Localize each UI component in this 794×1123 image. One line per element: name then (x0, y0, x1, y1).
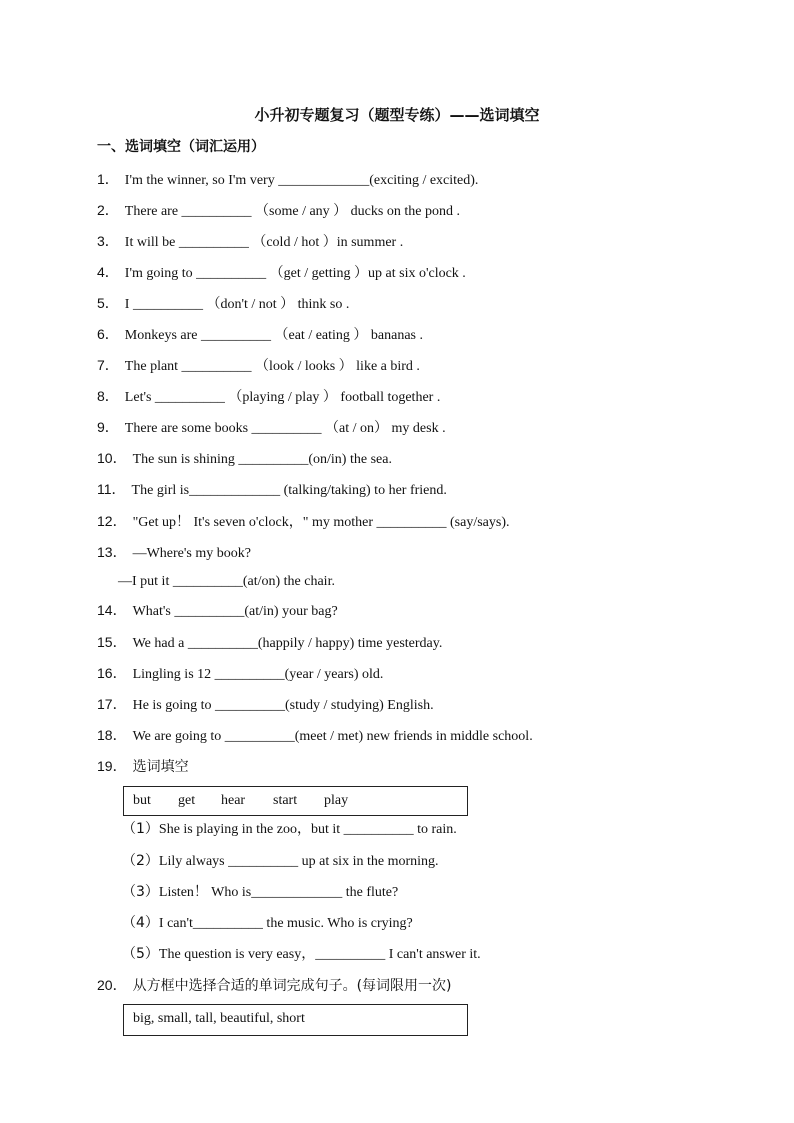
word-box-item: start (273, 793, 298, 808)
page-title: 小升初专题复习（题型专练）——选词填空 (254, 106, 540, 124)
question-2: 2． There are __________ （some / any ） ducks on the pond . (97, 202, 460, 219)
word-box-20 (123, 1004, 468, 1036)
question-19-2: （2）Lily always __________ up at six in the morning. (122, 853, 439, 869)
word-box-list: big, small, tall, beautiful, short (133, 1011, 305, 1026)
question-7: 7． The plant __________ （look / looks ） like a bird . (97, 357, 420, 374)
question-12: 12． "Get up！ It's seven o'clock，" my mother __________ (say/says). (97, 513, 510, 530)
question-20: 20． 从方框中选择合适的单词完成句子。(每词限用一次) (97, 977, 452, 994)
question-3: 3． It will be __________ （cold / hot ）in summer . (97, 233, 404, 250)
question-16: 16． Lingling is 12 __________(year / years) old. (97, 665, 384, 682)
question-8: 8． Let's __________ （playing / play ） football together . (97, 388, 441, 405)
question-19-1: （1）She is playing in the zoo，but it __________ to rain. (122, 821, 457, 837)
question-19-5: （5）The question is very easy，__________ I can't answer it. (122, 946, 481, 962)
question-13-answer: —I put it __________(at/on) the chair. (118, 574, 335, 589)
question-15: 15． We had a __________(happily / happy) time yesterday. (97, 634, 443, 651)
question-14: 14． What's __________(at/in) your bag? (97, 602, 338, 619)
word-box-item: hear (221, 793, 246, 808)
question-4: 4． I'm going to __________ （get / getting ）up at six o'clock . (97, 264, 466, 281)
question-6: 6． Monkeys are __________ （eat / eating ） bananas . (97, 326, 424, 343)
word-box-item: play (324, 793, 349, 808)
question-18: 18． We are going to __________(meet / met) new friends in middle school. (97, 727, 533, 744)
question-19-3: （3）Listen！ Who is_____________ the flute? (122, 884, 399, 900)
word-box-item: get (178, 793, 196, 808)
section-heading: 一、选词填空（词汇运用） (97, 139, 265, 155)
question-1: 1． I'm the winner, so I'm very _____________(exciting / excited). (97, 171, 479, 188)
question-10: 10． The sun is shining __________(on/in) the sea. (97, 450, 392, 467)
question-19: 19． 选词填空 (97, 758, 189, 775)
question-9: 9． There are some books __________ （at / on） my desk . (97, 419, 446, 436)
word-box-19 (123, 786, 468, 816)
question-17: 17． He is going to __________(study / studying) English. (97, 696, 434, 713)
question-5: 5． I __________ （don't / not ） think so . (97, 295, 350, 312)
question-11: 11． The girl is_____________ (talking/taking) to her friend. (97, 481, 447, 498)
question-19-4: （4）I can't__________ the music. Who is crying? (122, 915, 413, 931)
question-13: 13． —Where's my book? (97, 544, 251, 561)
word-box-item: but (133, 793, 151, 808)
